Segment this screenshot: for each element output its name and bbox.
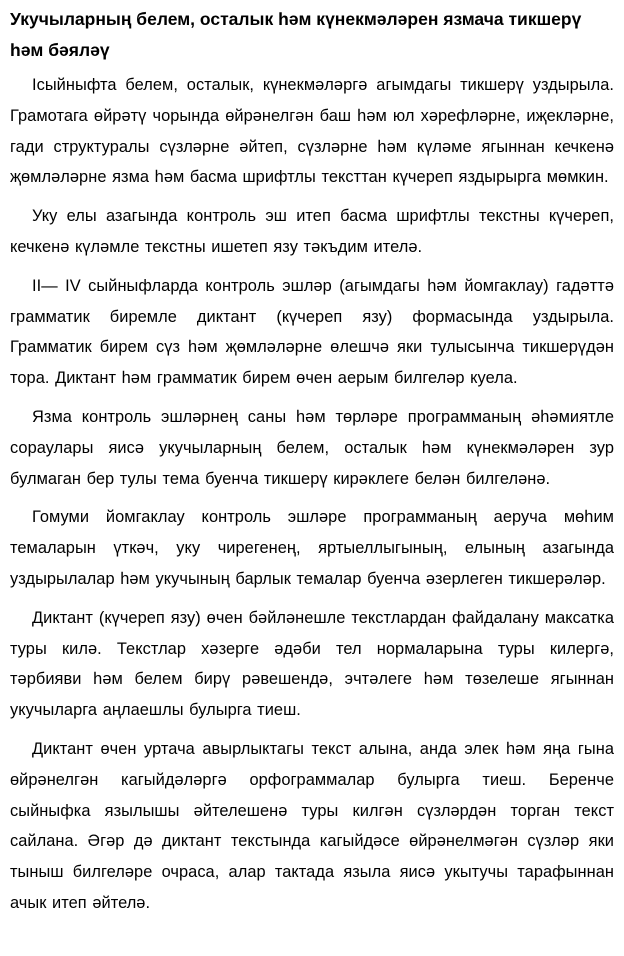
paragraph-dictation-difficulty: Диктант өчен уртача авырлыктагы текст алына, анда элек һәм яңа гына өйрәнелгән кагыйдәләргә орфограммалар булырга тиеш. Беренче сыйныфка язылышы әйтелешенә туры килгән сүзләрдән торган текст сайлана. Әгәр дә диктант текстында кагыйдәсе өйрәнелмәгән сүзләр яки тыныш билгеләре очраса, алар тактада языла яисә укытучы тарафыннан ачык итеп әйтелә. (10, 739, 614, 912)
paragraph-dictation-texts: Диктант (күчереп язу) өчен бәйләнешле текстлардан файдалану максатка туры килә. Текстлар хәзерге әдәби тел нормаларына туры килергә, тәрбияви һәм белем бирү рәвешендә, эчтәлеге һәм төзелеше ягыннан укучыларга аңлаешлы булырга тиеш. (10, 608, 614, 720)
section-heading: Укучыларның белем, осталык һәм күнекмәләрен язмача тикшерү һәм бәяләү (10, 9, 582, 60)
paragraph-written-control-count: Язма контроль эшләрнең саны һәм төрләре программаның әһәмиятле сораулары яисә укучыларның белем, осталык һәм күнекмәләрен зур булмаган бер тулы тема буенча тикшерү кирәклеге белән билгеләнә. (10, 407, 614, 488)
paragraph-grade-one-checks: Iсыйныфта белем, осталык, күнекмәләргә агымдагы тикшерү уздырыла. Грамотага өйрәтү чорында өйрәнелгән баш һәм юл хәрефләрне, иҗекләрне, гади структуралы сүзләрне әйтеп, сүзләрне һәм күләме ягыннан кечкенә җөмләләрне язма һәм басма шрифтлы тексттан күчереп яздырырга мөмкин. (10, 76, 614, 187)
document-page (10, 2, 614, 927)
paragraph-year-end-control: Уку елы азагында контроль эш итеп басма шрифтлы текстны күчереп, кечкенә күләмле текстны ишетеп язу тәкъдим ителә. (10, 207, 614, 256)
paragraph-grades-two-four: II— IV сыйныфларда контроль эшләр (агымдагы һәм йомгаклау) гадәттә грамматик биремле диктант (күчереп язу) формасында уздырыла. Грамматик бирем сүз һәм җөмләләрне өлешчә яки тулысынча тикшерүдән тора. Диктант һәм грамматик бирем өчен аерым билгеләр куела. (10, 276, 614, 388)
paragraph-general-summary-control: Гомуми йомгаклау контроль эшләре программаның аеруча мөһим темаларын үткәч, уку чирегенең, яртыеллыгының, елының азагында уздырылалар һәм укучының барлык темалар буенча әзерлеген тикшерәләр. (10, 508, 614, 588)
